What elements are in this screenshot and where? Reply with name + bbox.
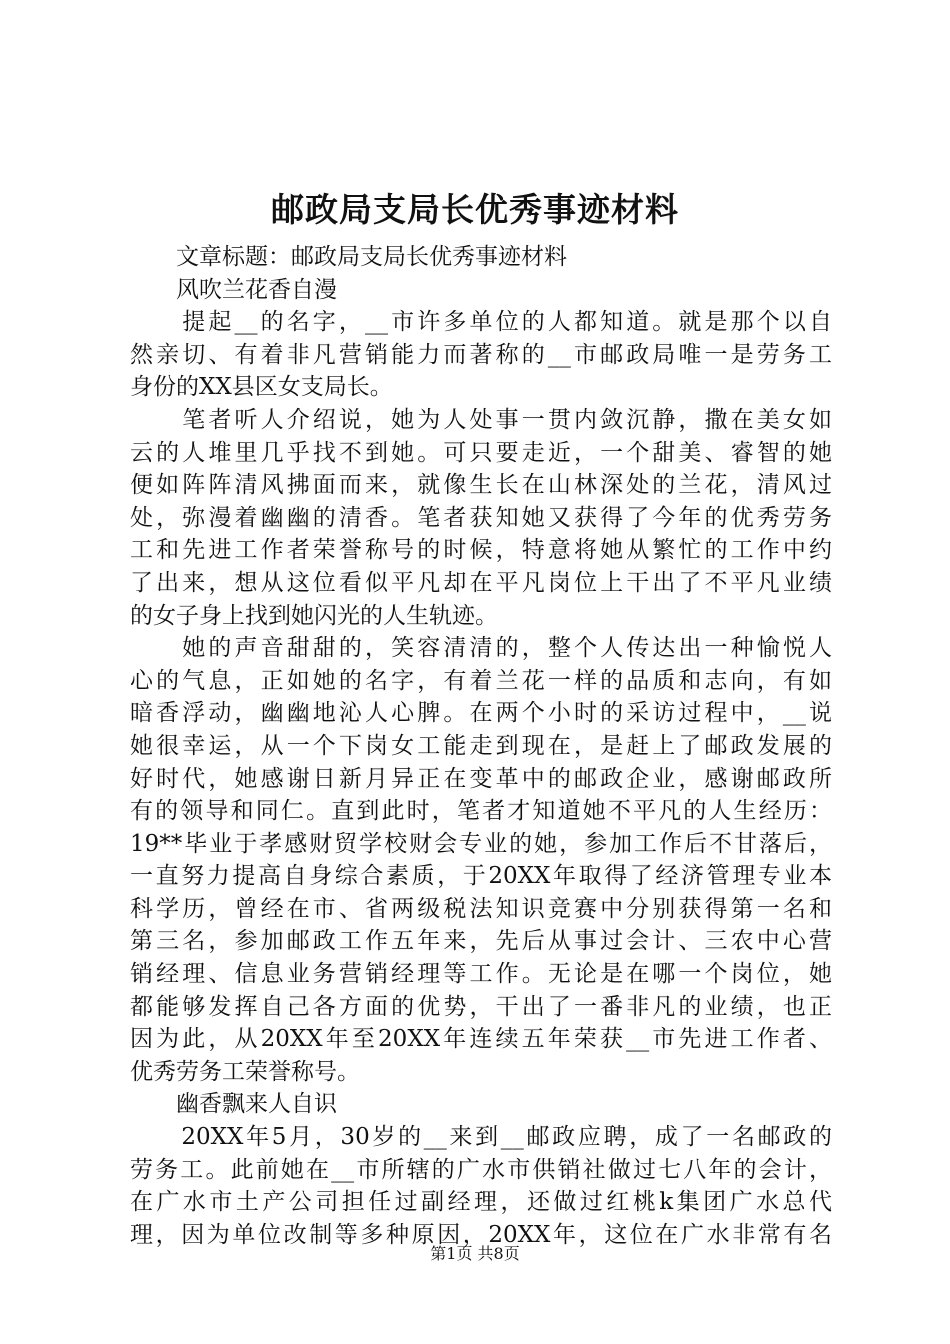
body-line: 工和先进工作者荣誉称号的时候，特意将她从繁忙的工作中约 — [130, 537, 832, 564]
body-line: 心的气息，正如她的名字，有着兰花一样的品质和志向，有如 — [130, 667, 832, 694]
body-line: 暗香浮动，幽幽地沁人心脾。在两个小时的采访过程中，__说 — [130, 700, 832, 727]
body-line: 她的声音甜甜的，笑容清清的，整个人传达出一种愉悦人 — [130, 635, 832, 662]
body-line: 处，弥漫着幽幽的清香。笔者获知她又获得了今年的优秀劳务 — [130, 504, 832, 531]
body-line: 的女子身上找到她闪光的人生轨迹。 — [130, 602, 498, 629]
body-line: 理，因为单位改制等多种原因，20XX年，这位在广水非常有名 — [130, 1221, 832, 1248]
body-line: 第三名，参加邮政工作五年来，先后从事过会计、三农中心营 — [130, 928, 832, 955]
body-line: 提起__的名字，__市许多单位的人都知道。就是那个以自 — [130, 309, 832, 336]
body-line: 幽香飘来人自识 — [130, 1091, 337, 1118]
body-line: 19**毕业于孝感财贸学校财会专业的她，参加工作后不甘落后， — [130, 830, 832, 857]
document-body — [130, 241, 832, 1251]
body-line: 了出来，想从这位看似平凡却在平凡岗位上干出了不平凡业绩 — [130, 569, 832, 596]
body-line: 20XX年5月，30岁的__来到__邮政应聘，成了一名邮政的 — [130, 1124, 832, 1151]
body-line: 科学历，曾经在市、省两级税法知识竞赛中分别获得第一名和 — [130, 895, 832, 922]
body-line: 劳务工。此前她在__市所辖的广水市供销社做过七八年的会计， — [130, 1156, 832, 1183]
body-line: 在广水市土产公司担任过副经理，还做过红桃k集团广水总代 — [130, 1189, 832, 1216]
body-line: 便如阵阵清风拂面而来，就像生长在山林深处的兰花，清风过 — [130, 472, 832, 499]
document-title: 邮政局支局长优秀事迹材料 — [271, 190, 679, 229]
page-footer: 第1页 共8页 — [430, 1244, 520, 1263]
body-line: 销经理、信息业务营销经理等工作。无论是在哪一个岗位，她 — [130, 961, 832, 988]
body-line: 云的人堆里几乎找不到她。可只要走近，一个甜美、睿智的她 — [130, 439, 832, 466]
body-line: 她很幸运，从一个下岗女工能走到现在，是赶上了邮政发展的 — [130, 732, 832, 759]
body-line: 一直努力提高自身综合素质，于20XX年取得了经济管理专业本 — [130, 863, 832, 890]
body-line: 然亲切、有着非凡营销能力而著称的__市邮政局唯一是劳务工 — [130, 341, 832, 368]
body-line: 都能够发挥自己各方面的优势，干出了一番非凡的业绩，也正 — [130, 993, 832, 1020]
body-line: 有的领导和同仁。直到此时，笔者才知道她不平凡的人生经历： — [130, 798, 832, 825]
body-line: 风吹兰花香自漫 — [130, 276, 337, 303]
body-line: 身份的XX县区女支局长。 — [130, 374, 393, 401]
body-line: 优秀劳务工荣誉称号。 — [130, 1058, 360, 1085]
body-line: 因为此，从20XX年至20XX年连续五年荣获__市先进工作者、 — [130, 1026, 832, 1053]
body-line: 文章标题：邮政局支局长优秀事迹材料 — [130, 244, 567, 270]
body-line: 笔者听人介绍说，她为人处事一贯内敛沉静，撒在美女如 — [130, 406, 832, 433]
body-line: 好时代，她感谢日新月异正在变革中的邮政企业，感谢邮政所 — [130, 765, 832, 792]
